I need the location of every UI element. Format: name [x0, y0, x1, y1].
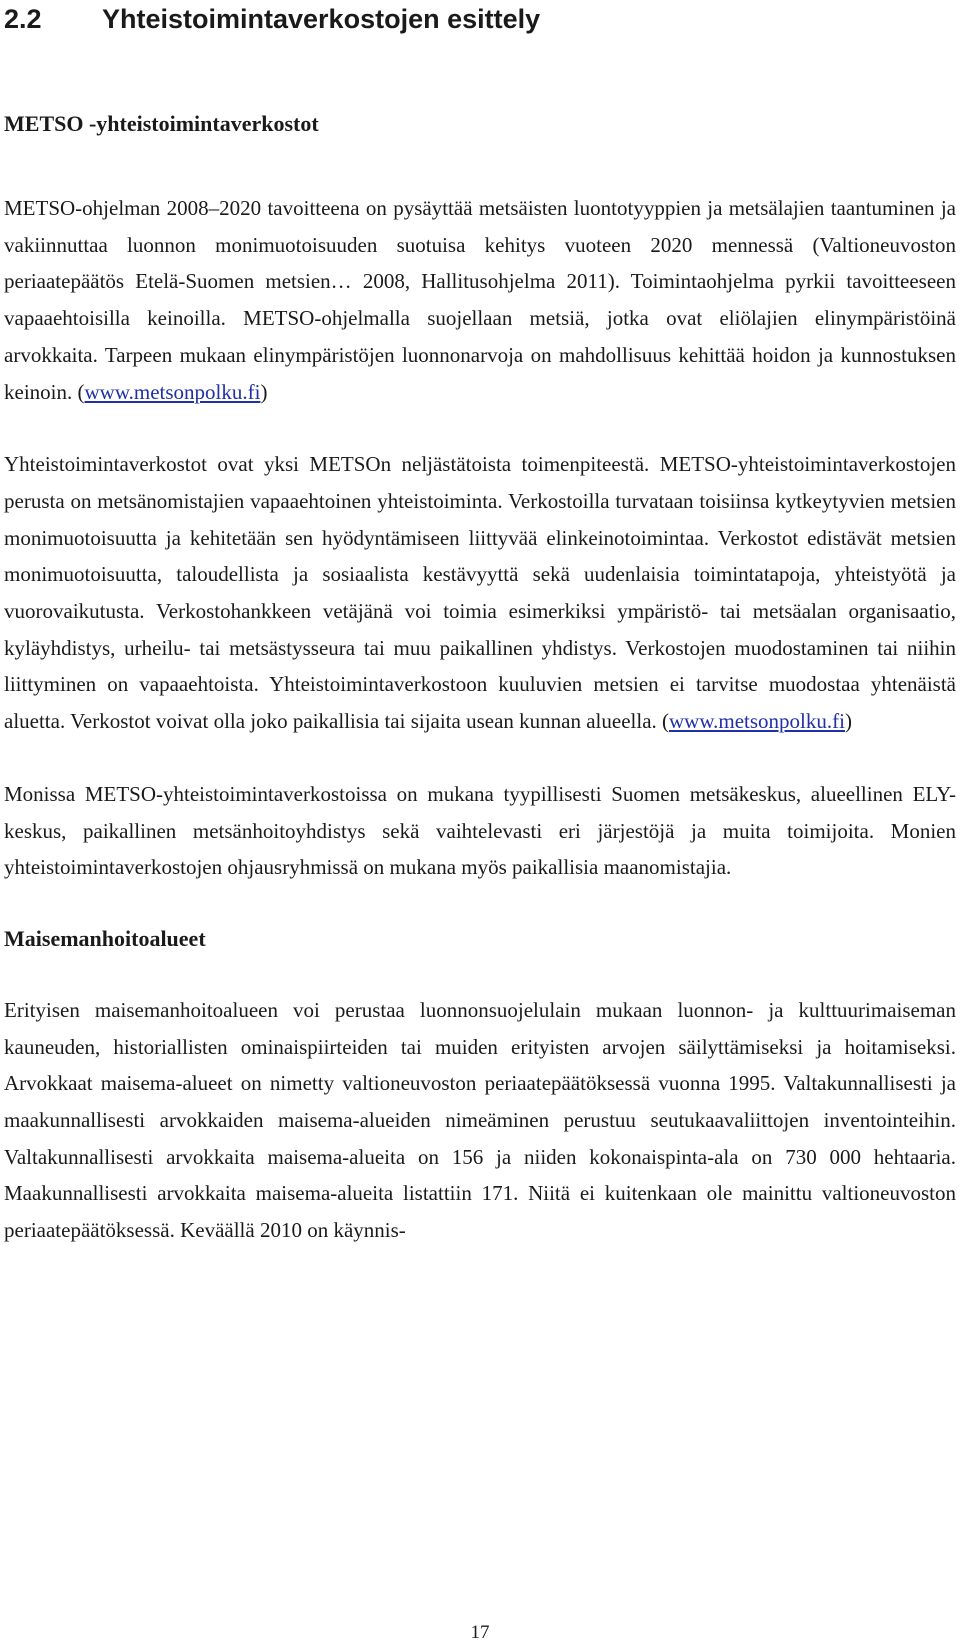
metsonpolku-link[interactable]: www.metsonpolku.fi [669, 709, 845, 734]
metso-paragraph-1-end: ) [260, 379, 268, 404]
metso-paragraph-2 [4, 446, 956, 740]
section-heading [4, 0, 956, 38]
page-number: 17 [470, 1622, 490, 1643]
metso-paragraph-1 [4, 190, 956, 410]
maisema-paragraph-1: Erityisen maisemanhoitoalueen voi perustaa luonnonsuojelulain mukaan luonnon- ja kulttuurimaiseman kauneuden, historiallisten ominaispiirteiden tai muiden erityisten arvojen säilyttämiseksi ja hoitamiseksi. Arvokkaat maisema-alueet on nimetty valtioneuvoston periaatepäätöksessä vuonna 1995. Valtakunnallisesti ja maakunnallisesti arvokkaiden maisema-alueiden nimeäminen perustuu seutukaavaliittojen inventointeihin. Valtakunnallisesti arvokkaita maisema-alueita on 156 ja niiden kokonaispinta-ala on 730 000 hehtaaria. Maakunnallisesti arvokkaita maisema-alueita listattiin 171. Niitä ei kuitenkaan ole mainittu valtioneuvoston periaatepäätöksessä. Keväällä 2010 on käynnis- [4, 997, 956, 1243]
metso-paragraph-1-text: METSO-ohjelman 2008–2020 tavoitteena on pysäyttää metsäisten luontotyyppien ja metsälajien taantuminen ja vakiinnuttaa luonnon monimuotoisuuden suotuisa kehitys vuoteen 2020 mennessä (Valtioneuvoston periaatepäätös Etelä-Suomen metsien… 2008, Hallitusohjelma 2011). Toimintaohjelma pyrkii tavoitteeseen vapaaehtoisilla keinoilla. METSO-ohjelmalla suojellaan metsiä, jotka ovat eliölajien elinympäristöinä arvokkaita. Tarpeen mukaan elinympäristöjen luonnonarvoja on mahdollisuus kehittää hoidon ja kunnostuksen keinoin. ( [4, 196, 956, 404]
metsonpolku-link[interactable]: www.metsonpolku.fi [84, 379, 261, 404]
section-number: 2.2 [4, 4, 42, 34]
metso-paragraph-3: Monissa METSO-yhteistoimintaverkostoissa on mukana tyypillisesti Suomen metsäkeskus, alueellinen ELY-keskus, paikallinen metsänhoitoyhdistys sekä vaihtelevasti eri järjestöjä ja muita toimijoita. Monien yhteistoimintaverkostojen ohjausryhmissä on mukana myös paikallisia maanomistajia. [4, 781, 956, 880]
section-title: Yhteistoimintaverkostojen esittely [102, 4, 541, 34]
metso-paragraph-2-end: ) [844, 709, 852, 734]
maisema-heading: Maisemanhoitoalueet [4, 925, 206, 951]
metso-paragraph-2-text: Yhteistoimintaverkostot ovat yksi METSOn neljästätoista toimenpiteestä. METSO-yhteistoimintaverkostojen perusta on metsänomistajien vapaaehtoinen yhteistoiminta. Verkostoilla turvataan toisiinsa kytkeytyvien metsien monimuotoisuutta ja kehitetään sen hyödyntämiseen liittyvää elinkeinotoimintaa. Verkostot edistävät metsien monimuotoisuutta, taloudellista ja sosiaalista kestävyyttä sekä uudenlaisia toimintatapoja, yhteistyötä ja vuorovaikutusta. Verkostohankkeen vetäjänä voi toimia esimerkiksi ympäristö- tai metsäalan organisaatio, kyläyhdistys, urheilu- tai metsästysseura tai muu paikallinen yhdistys. Verkostojen muodostaminen tai niihin liittyminen on vapaaehtoista. Yhteistoimintaverkostoon kuuluvien metsien ei tarvitse muodostaa yhtenäistä aluetta. Verkostot voivat olla joko paikallisia tai sijaita usean kunnan alueella. ( [4, 452, 956, 734]
document-page [4, 0, 956, 1249]
metso-heading: METSO -yhteistoimintaverkostot [4, 111, 319, 136]
